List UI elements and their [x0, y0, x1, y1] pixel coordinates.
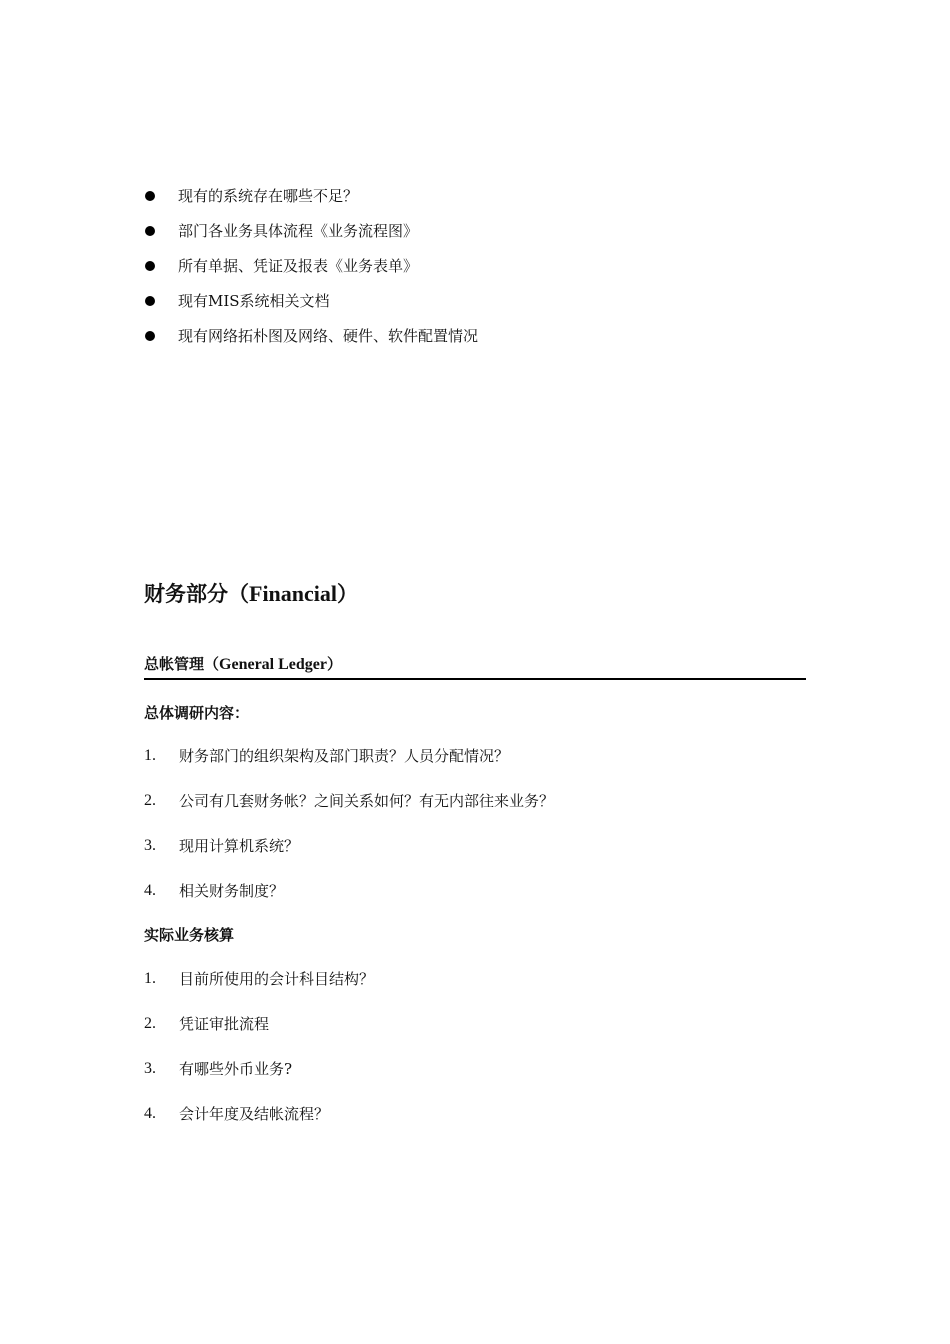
- list-item: [144, 1091, 804, 1136]
- list-text: 公司有几套财务帐？之间关系如何？有无内部往来业务？: [179, 791, 555, 810]
- bullet-text: 现有的系统存在哪些不足？: [178, 186, 359, 205]
- subsection-title-close: ）: [326, 655, 342, 673]
- bullet-dot-icon: [145, 191, 155, 201]
- subsection-title-en: General Ledger: [219, 656, 327, 673]
- subsection-header: [144, 654, 806, 680]
- subsection-title-cn: 总帐管理（: [144, 655, 220, 673]
- bullet-dot-icon: [145, 296, 155, 306]
- list-number: 3.: [144, 1059, 156, 1077]
- bullet-item: [144, 318, 804, 353]
- list-number: 4.: [144, 881, 156, 899]
- section-title-cn: 财务部分（: [144, 582, 249, 606]
- bullet-text: 所有单据、凭证及报表《业务表单》: [178, 256, 419, 275]
- list-text: 相关财务制度？: [179, 881, 285, 900]
- actual-accounting-label: 实际业务核算: [144, 926, 235, 944]
- bullet-dot-icon: [145, 331, 155, 341]
- list-item: [144, 733, 804, 778]
- bullet-item: [144, 283, 804, 318]
- list-item: [144, 1046, 804, 1091]
- list-text: 目前所使用的会计科目结构？: [179, 969, 375, 988]
- list-item: [144, 956, 804, 1001]
- bullet-item: [144, 178, 804, 213]
- bullet-item: [144, 213, 804, 248]
- list-number: 2.: [144, 1014, 156, 1032]
- list-text: 有哪些外币业务?: [179, 1059, 293, 1078]
- list-text: 现用计算机系统？: [179, 836, 300, 855]
- list-text: 会计年度及结帐流程？: [179, 1104, 330, 1123]
- actual-accounting-list: [144, 956, 804, 1136]
- bullet-text: 部门各业务具体流程《业务流程图》: [178, 221, 419, 240]
- list-item: [144, 823, 804, 868]
- list-item: [144, 868, 804, 913]
- list-item: [144, 1001, 804, 1046]
- list-text: 凭证审批流程: [179, 1014, 270, 1033]
- bullet-text: 现有网络拓朴图及网络、硬件、软件配置情况: [178, 326, 479, 345]
- list-number: 4.: [144, 1104, 156, 1122]
- list-number: 3.: [144, 836, 156, 854]
- section-title-en: Financial: [249, 581, 338, 606]
- section-title-close: ）: [337, 582, 359, 606]
- section-title: [144, 579, 358, 609]
- overall-survey-list: [144, 733, 804, 913]
- list-number: 1.: [144, 746, 156, 764]
- list-number: 1.: [144, 969, 156, 987]
- list-item: [144, 778, 804, 823]
- bullet-dot-icon: [145, 226, 155, 236]
- requirements-bullet-list: [144, 178, 804, 353]
- bullet-item: [144, 248, 804, 283]
- bullet-dot-icon: [145, 261, 155, 271]
- list-number: 2.: [144, 791, 156, 809]
- overall-survey-label: 总体调研内容：: [144, 704, 250, 722]
- bullet-text: 现有MIS系统相关文档: [178, 291, 330, 310]
- list-text: 财务部门的组织架构及部门职责？人员分配情况？: [179, 746, 510, 765]
